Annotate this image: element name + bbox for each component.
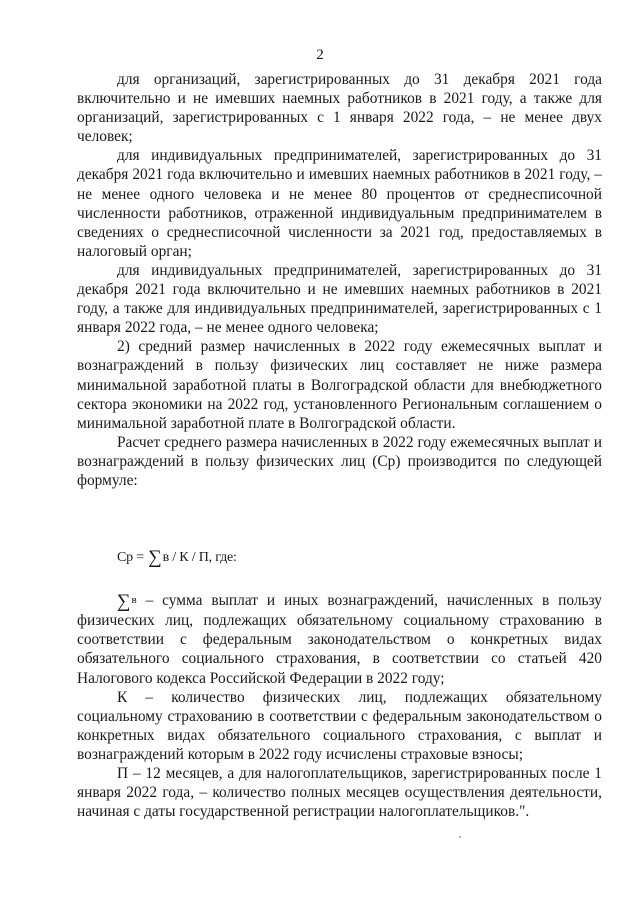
paragraph-organizations: для организаций, зарегистрированных до 31 декабря 2021 года включительно и не имевших наемных работников в 2021 году, а также для организаций, зарегистрированных с 1 января 2022 года, – не менее двух человек; <box>77 71 602 146</box>
document-body <box>77 70 602 821</box>
formula-rhs: в / К / П, где: <box>162 550 237 566</box>
paragraph-entrepreneurs-with-employees: для индивидуальных предпринимателей, зарегистрированных до 31 декабря 2021 года включительно и имевших наемных работников в 2021 году, – не менее одного человека и не менее 80 процентов от среднесписочной численности работников, отраженной индивидуальным предпринимателем в сведениях о среднесписочной численности за 2021 год, предоставляемых в налоговый орган; <box>77 147 602 260</box>
page-number: 2 <box>316 47 324 63</box>
definition-sum-text: – сумма выплат и иных вознаграждений, начисленных в пользу физических лиц, подлежащих обязательному социальному страхованию в соответствии с федеральным законодательством о конкретных видах обязательного социального страхования, в соответствии со статьей 420 Налогового кодекса Российской Федерации в 2022 году; <box>77 592 602 687</box>
sigma-subscript: в <box>131 594 137 607</box>
scan-speck <box>459 836 461 838</box>
sigma-icon: ∑ <box>117 591 131 613</box>
paragraph-calculation-intro: Расчет среднего размера начисленных в 2022 году ежемесячных выплат и вознаграждений в пользу физических лиц (Ср) производится по следующей формуле: <box>77 433 602 489</box>
sigma-icon: ∑ <box>148 547 162 569</box>
paragraph-average-payment-condition: 2) средний размер начисленных в 2022 году ежемесячных выплат и вознаграждений в пользу физических лиц составляет не ниже размера минимальной заработной платы в Волгоградской области для внебюджетного сектора экономики на 2022 год, установленного Региональным соглашением о минимальной заработной плате в Волгоградской области. <box>77 338 602 432</box>
paragraph-entrepreneurs-without-employees: для индивидуальных предпринимателей, зарегистрированных до 31 декабря 2021 года включительно и не имевших наемных работников в 2021 году, а также для индивидуальных предпринимателей, зарегистрированных с 1 января 2022 года, – не менее одного человека; <box>77 261 602 337</box>
definition-sum <box>77 591 602 687</box>
formula <box>77 548 602 567</box>
definition-months: П – 12 месяцев, а для налогоплательщиков, зарегистрированных после 1 января 2022 года, – количество полных месяцев осуществления деятельности, начиная с даты государственной регистрации налогоплательщиков.". <box>77 765 602 821</box>
definition-count: К – количество физических лиц, подлежащих обязательному социальному страхованию в соответствии с федеральным законодательством о конкретных видах обязательного социального страхования, с выплат и вознаграждений которым в 2022 году исчислены страховые взносы; <box>77 688 602 763</box>
formula-lhs: Ср = <box>117 550 148 566</box>
